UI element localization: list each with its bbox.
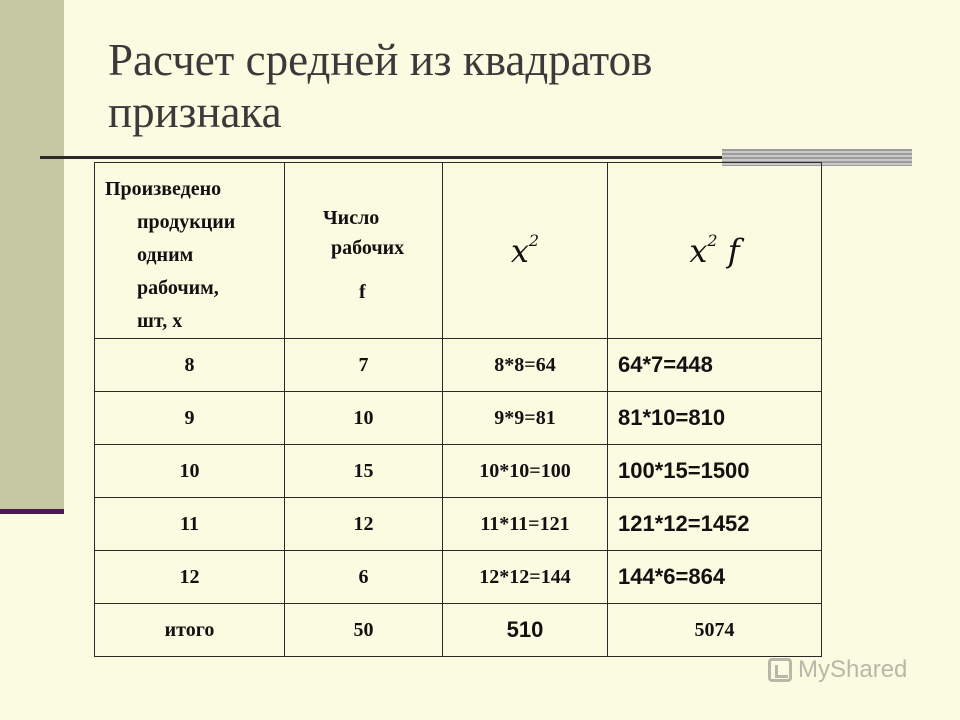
header-x-squared-f — [608, 163, 822, 339]
header-output-per-worker — [95, 163, 285, 339]
header-line: шт, х — [137, 310, 183, 332]
header-line: одним — [137, 244, 194, 266]
cell-total-x2f: 5074 — [608, 604, 822, 657]
header-number-of-workers — [285, 163, 443, 339]
table-row — [95, 392, 822, 445]
watermark — [768, 656, 907, 684]
cell-total-x2: 510 — [443, 604, 608, 657]
myshared-logo-icon — [768, 658, 792, 682]
cell-x2f: 121*12=1452 — [608, 498, 822, 551]
watermark-text: MyShared — [798, 656, 908, 683]
left-decorative-stripe — [0, 0, 64, 510]
formula-base: x — [510, 231, 529, 270]
cell-x2f: 64*7=448 — [608, 339, 822, 392]
cell-f: 10 — [285, 392, 443, 445]
table-row — [95, 551, 822, 604]
table-row — [95, 445, 822, 498]
header-line: рабочим, — [137, 277, 219, 299]
formula-x-squared — [511, 232, 539, 270]
cell-total-label: итого — [95, 604, 285, 657]
cell-x2f: 144*6=864 — [608, 551, 822, 604]
cell-x: 8 — [95, 339, 285, 392]
table-header-row — [95, 163, 822, 339]
cell-f: 12 — [285, 498, 443, 551]
table-row — [95, 498, 822, 551]
formula-power: 2 — [707, 230, 718, 250]
formula-power: 2 — [528, 230, 540, 250]
header-line: Произведено — [105, 178, 222, 200]
header-symbol-f: f — [359, 280, 366, 303]
cell-x2: 9*9=81 — [443, 392, 608, 445]
cell-x2: 10*10=100 — [443, 445, 608, 498]
header-line: продукции — [137, 211, 236, 233]
table-total-row — [95, 604, 822, 657]
cell-x2: 12*12=144 — [443, 551, 608, 604]
formula-base: x — [689, 231, 708, 270]
table-row — [95, 339, 822, 392]
header-line: рабочих — [331, 236, 405, 259]
cell-f: 6 — [285, 551, 443, 604]
left-accent-bar — [0, 509, 64, 514]
cell-total-f: 50 — [285, 604, 443, 657]
cell-x: 12 — [95, 551, 285, 604]
slide-title: Расчет средней из квадратов признака — [108, 35, 653, 137]
header-x-squared — [443, 163, 608, 339]
cell-x2f: 100*15=1500 — [608, 445, 822, 498]
cell-x: 9 — [95, 392, 285, 445]
cell-f: 15 — [285, 445, 443, 498]
formula-x-squared-f — [689, 232, 739, 270]
formula-tail: f — [727, 231, 740, 270]
cell-x2: 8*8=64 — [443, 339, 608, 392]
cell-f: 7 — [285, 339, 443, 392]
cell-x2f: 81*10=810 — [608, 392, 822, 445]
cell-x2: 11*11=121 — [443, 498, 608, 551]
calculation-table — [94, 162, 822, 657]
cell-x: 10 — [95, 445, 285, 498]
header-line: Число — [323, 206, 380, 229]
cell-x: 11 — [95, 498, 285, 551]
